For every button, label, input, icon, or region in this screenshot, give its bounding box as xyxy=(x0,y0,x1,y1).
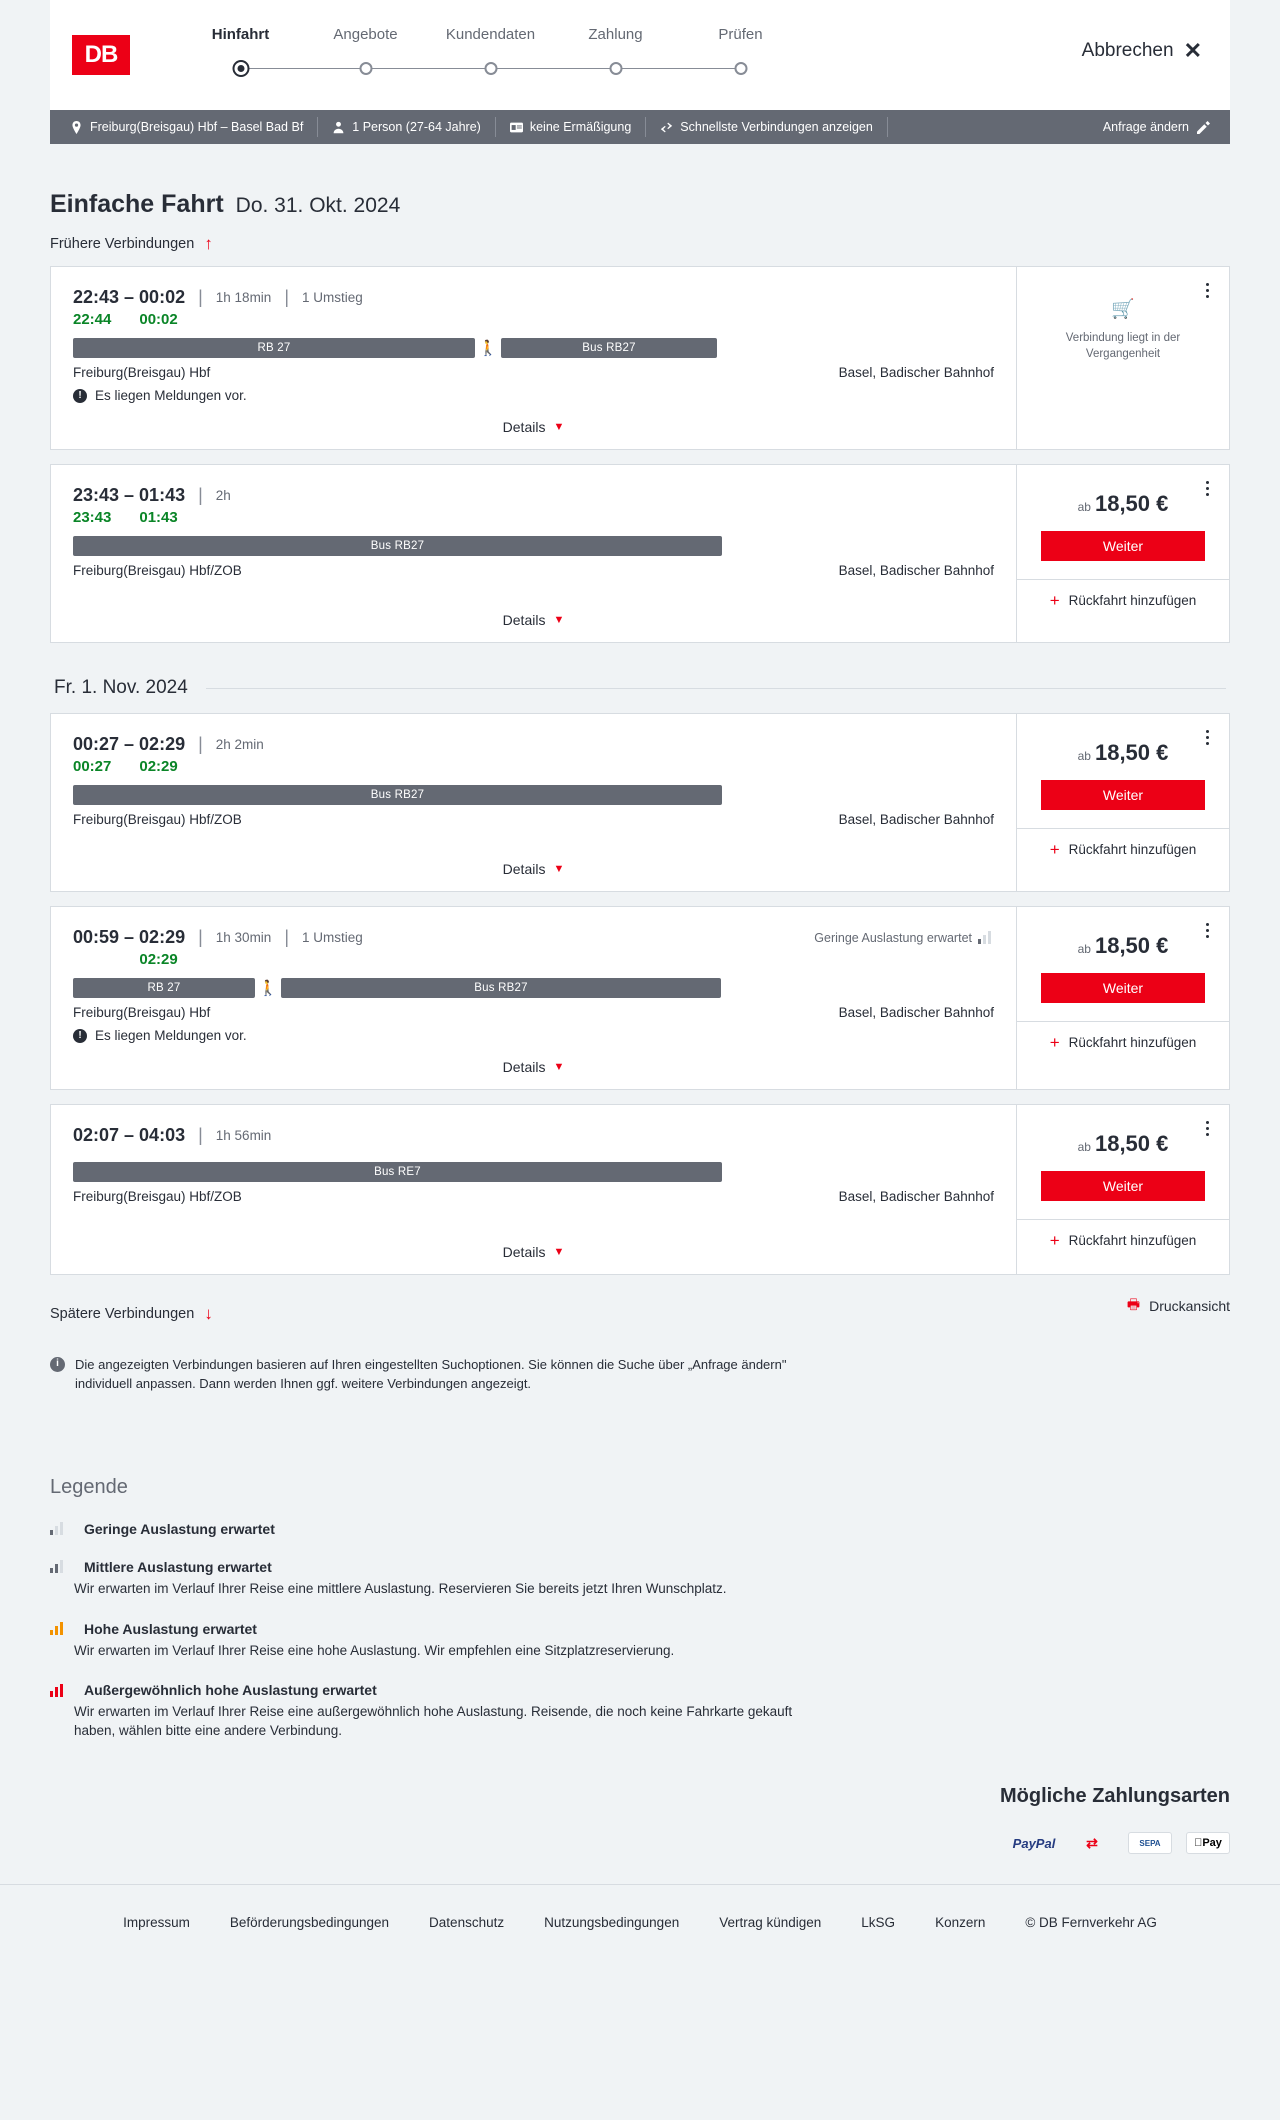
legend-item-high xyxy=(50,1621,1230,1661)
header-wrap xyxy=(0,0,1280,110)
leg-badge[interactable]: Bus RB27 xyxy=(73,536,722,556)
connection-times: 23:43 – 01:43 | 2h xyxy=(73,485,231,505)
origin-station: Freiburg(Breisgau) Hbf xyxy=(73,365,211,380)
location-pin-icon xyxy=(70,121,83,134)
realtime-arrival: 00:02 xyxy=(139,311,178,328)
continue-button[interactable]: Weiter xyxy=(1041,780,1205,810)
occupancy-label: Geringe Auslastung erwartet xyxy=(814,930,972,945)
connection-card[interactable] xyxy=(50,1104,1230,1275)
page-title xyxy=(50,144,1230,219)
realtime-times xyxy=(73,311,994,328)
details-label: Details xyxy=(502,1244,546,1260)
chevron-down-icon: ▼ xyxy=(553,421,565,433)
exclamation-icon: ! xyxy=(73,1029,87,1043)
arrow-down-icon: ↓ xyxy=(204,1304,213,1323)
occupancy-bars-icon xyxy=(50,1684,66,1697)
details-toggle[interactable] xyxy=(73,1043,994,1089)
checkout-steps xyxy=(178,26,803,83)
step-kundendaten[interactable] xyxy=(428,26,553,83)
plus-icon: + xyxy=(1049,1033,1060,1052)
duration: 2h 2min xyxy=(215,737,264,752)
footer-copyright: © DB Fernverkehr AG xyxy=(1025,1915,1157,1931)
destination-station: Basel, Badischer Bahnhof xyxy=(838,563,994,578)
leg-badge[interactable]: RB 27 xyxy=(73,338,475,358)
duration: 2h xyxy=(215,488,231,503)
connection-times: 02:07 – 04:03 | 1h 56min xyxy=(73,1125,272,1145)
leg-badge[interactable]: Bus RB27 xyxy=(501,338,717,358)
price-prefix: ab xyxy=(1077,500,1091,514)
continue-button[interactable]: Weiter xyxy=(1041,973,1205,1003)
connection-details xyxy=(51,907,1016,1089)
connection-action-panel xyxy=(1016,714,1229,891)
edit-search-button[interactable] xyxy=(1103,120,1216,134)
leg-badge[interactable]: Bus RE7 xyxy=(73,1162,722,1182)
realtime-departure: 22:44 xyxy=(73,311,112,328)
occupancy-bars-icon xyxy=(50,1560,66,1573)
card-icon xyxy=(510,121,523,134)
journey-legs xyxy=(73,338,994,358)
notice-text: Es liegen Meldungen vor. xyxy=(95,1028,247,1043)
day-divider-label: Fr. 1. Nov. 2024 xyxy=(54,677,188,698)
step-marker xyxy=(553,57,678,83)
price-prefix: ab xyxy=(1077,942,1091,956)
origin-station: Freiburg(Breisgau) Hbf/ZOB xyxy=(73,1189,242,1204)
add-return-label: Rückfahrt hinzufügen xyxy=(1068,842,1197,857)
bottom-actions xyxy=(50,1289,1230,1322)
footer-link-vertrag-kuendigen[interactable]: Vertrag kündigen xyxy=(719,1915,822,1931)
connection-action-panel xyxy=(1016,267,1229,449)
price xyxy=(1035,933,1211,959)
destination-station: Basel, Badischer Bahnhof xyxy=(838,365,994,380)
connection-card[interactable] xyxy=(50,713,1230,892)
connection-action-panel xyxy=(1016,1105,1229,1274)
duration: 1h 56min xyxy=(215,1128,272,1143)
step-zahlung[interactable] xyxy=(553,26,678,83)
more-options-button[interactable] xyxy=(1197,279,1217,301)
realtime-arrival: 01:43 xyxy=(139,509,178,526)
info-note xyxy=(50,1356,840,1394)
step-angebote[interactable] xyxy=(303,26,428,83)
journey-legs xyxy=(73,785,994,805)
pencil-icon xyxy=(1197,121,1210,134)
walk-icon: 🚶 xyxy=(478,340,498,357)
summary-option[interactable] xyxy=(646,117,888,137)
step-marker xyxy=(428,57,553,83)
occupancy-indicator xyxy=(814,931,994,945)
app-header xyxy=(50,0,1230,110)
realtime-arrival: 02:29 xyxy=(139,951,178,968)
legend-desc: Wir erwarten im Verlauf Ihrer Reise eine hohe Auslastung. Wir empfehlen eine Sitzplatzreservierung. xyxy=(74,1642,675,1658)
connection-times: 00:59 – 02:29 | 1h 30min | 1 Umstieg Geringe Auslastung erwartet xyxy=(73,927,994,948)
details-toggle[interactable] xyxy=(73,578,994,642)
day-divider xyxy=(50,677,1230,699)
occupancy-bars-icon xyxy=(50,1622,66,1635)
earlier-connections-button[interactable] xyxy=(50,235,1230,252)
occupancy-bars-icon xyxy=(50,1522,66,1535)
time-range: 22:43 – 00:02 xyxy=(73,287,186,307)
db-logo[interactable]: DB xyxy=(72,35,130,75)
payment-methods xyxy=(50,1832,1230,1854)
step-label: Kundendaten xyxy=(445,26,536,43)
notice-text: Es liegen Meldungen vor. xyxy=(95,388,247,403)
realtime-times xyxy=(73,951,994,968)
main-content xyxy=(0,144,1280,1394)
step-label: Zahlung xyxy=(588,26,643,43)
chevron-down-icon: ▼ xyxy=(553,1246,565,1258)
edit-search-label: Anfrage ändern xyxy=(1102,120,1189,134)
destination-station: Basel, Badischer Bahnhof xyxy=(838,812,994,827)
price-value: 18,50 € xyxy=(1094,1131,1169,1156)
price xyxy=(1035,740,1211,766)
summary-route-label: Freiburg(Breisgau) Hbf – Basel Bad Bf xyxy=(90,120,304,134)
details-label: Details xyxy=(502,419,546,435)
legend-desc: Wir erwarten im Verlauf Ihrer Reise eine außergewöhnlich hohe Auslastung. Reisende, die noch keine Fahrkarte gekauft haben, wählen bitte eine andere Verbindung. xyxy=(74,1704,793,1739)
connection-details xyxy=(51,267,1016,449)
paypal-icon: PayPal xyxy=(1012,1835,1056,1851)
step-marker xyxy=(303,57,428,83)
print-view-button[interactable] xyxy=(1127,1294,1230,1318)
step-marker xyxy=(178,57,303,83)
connection-card[interactable] xyxy=(50,464,1230,643)
search-summary-bar xyxy=(50,110,1230,144)
connection-details xyxy=(51,714,1016,891)
plus-icon: + xyxy=(1049,840,1060,859)
legend-title: Legende xyxy=(50,1475,128,1498)
chevron-down-icon: ▼ xyxy=(553,1061,565,1073)
legend-section xyxy=(0,1436,1280,1742)
details-toggle[interactable] xyxy=(73,827,994,891)
realtime-departure: 00:27 xyxy=(73,758,112,775)
step-label: Hinfahrt xyxy=(211,26,270,43)
changes: 1 Umstieg xyxy=(302,930,363,945)
price xyxy=(1035,1131,1211,1157)
more-options-button[interactable] xyxy=(1197,477,1217,499)
connection-card[interactable] xyxy=(50,906,1230,1090)
origin-station: Freiburg(Breisgau) Hbf xyxy=(73,1005,211,1020)
add-return-button[interactable] xyxy=(1017,1219,1229,1261)
swap-arrows-icon xyxy=(660,121,673,134)
trip-date-label: Do. 31. Okt. 2024 xyxy=(235,194,401,217)
sepa-icon: SEPA xyxy=(1128,1832,1172,1854)
walk-icon: 🚶 xyxy=(258,980,278,997)
payments-title: Mögliche Zahlungsarten xyxy=(999,1785,1230,1808)
summary-discount[interactable] xyxy=(496,117,646,137)
add-return-label: Rückfahrt hinzufügen xyxy=(1068,1035,1197,1050)
more-options-button[interactable] xyxy=(1197,726,1217,748)
legend-label: Mittlere Auslastung erwartet xyxy=(84,1558,272,1575)
info-icon: i xyxy=(50,1357,65,1372)
origin-station: Freiburg(Breisgau) Hbf/ZOB xyxy=(73,812,242,827)
footer-link-lksg[interactable]: LkSG xyxy=(861,1915,896,1931)
realtime-arrival: 02:29 xyxy=(139,758,178,775)
price-prefix: ab xyxy=(1077,1140,1091,1154)
printer-icon: 🖶 xyxy=(1126,1295,1141,1312)
footer xyxy=(0,1884,1280,1960)
changes: 1 Umstieg xyxy=(302,290,363,305)
price xyxy=(1035,491,1211,517)
plus-icon: + xyxy=(1049,1231,1060,1250)
later-label: Spätere Verbindungen xyxy=(50,1305,195,1322)
cart-icon: 🛒 xyxy=(1111,299,1135,320)
divider-line xyxy=(206,688,1226,689)
close-icon[interactable]: ✕ xyxy=(1183,38,1202,63)
realtime-departure: 23:43 xyxy=(73,509,112,526)
summary-passengers-label: 1 Person (27-64 Jahre) xyxy=(352,120,481,134)
stations xyxy=(73,563,994,578)
connection-times: 00:27 – 02:29 | 2h 2min xyxy=(73,734,264,754)
journey-legs xyxy=(73,1162,994,1182)
leg-badge[interactable]: Bus RB27 xyxy=(73,785,722,805)
footer-link-datenschutz[interactable]: Datenschutz xyxy=(429,1915,505,1931)
legend-label: Geringe Auslastung erwartet xyxy=(84,1520,275,1537)
more-options-button[interactable] xyxy=(1197,1117,1217,1139)
add-return-label: Rückfahrt hinzufügen xyxy=(1068,593,1197,608)
more-options-button[interactable] xyxy=(1197,919,1217,941)
trip-type-label: Einfache Fahrt xyxy=(50,190,224,218)
price-value: 18,50 € xyxy=(1094,933,1169,958)
payments-section xyxy=(0,1741,1280,1884)
giropay-icon: ⇄ xyxy=(1086,1834,1098,1851)
chevron-down-icon: ▼ xyxy=(553,863,565,875)
footer-link-impressum[interactable]: Impressum xyxy=(123,1915,190,1931)
destination-station: Basel, Badischer Bahnhof xyxy=(838,1189,994,1204)
step-marker xyxy=(678,57,803,83)
stations xyxy=(73,365,994,380)
summary-option-label: Schnellste Verbindungen anzeigen xyxy=(680,120,873,134)
details-label: Details xyxy=(502,1059,546,1075)
stations xyxy=(73,1005,994,1020)
connection-times: 22:43 – 00:02 | 1h 18min | 1 Umstieg xyxy=(73,287,363,307)
footer-link-konzern[interactable]: Konzern xyxy=(935,1915,986,1931)
time-range: 23:43 – 01:43 xyxy=(73,485,186,505)
details-label: Details xyxy=(502,861,546,877)
duration: 1h 30min xyxy=(215,930,272,945)
applepay-icon: Pay xyxy=(1186,1832,1230,1854)
journey-legs xyxy=(73,536,994,556)
chevron-down-icon: ▼ xyxy=(553,614,565,626)
connection-details xyxy=(51,465,1016,642)
connection-action-panel xyxy=(1016,465,1229,642)
legend-label: Hohe Auslastung erwartet xyxy=(84,1620,257,1637)
later-connections-button[interactable] xyxy=(50,1305,213,1322)
connection-notice[interactable] xyxy=(73,1028,994,1043)
print-label: Druckansicht xyxy=(1149,1297,1230,1314)
legend-item-low xyxy=(50,1521,1230,1537)
price-prefix: ab xyxy=(1077,749,1091,763)
destination-station: Basel, Badischer Bahnhof xyxy=(838,1005,994,1020)
legend-desc: Wir erwarten im Verlauf Ihrer Reise eine mittlere Auslastung. Reservieren Sie bereits jetzt Ihren Wunschplatz. xyxy=(74,1580,727,1596)
summary-passengers[interactable] xyxy=(318,117,496,137)
occupancy-bars-icon xyxy=(978,931,994,944)
price-value: 18,50 € xyxy=(1094,740,1169,765)
legend-item-veryhigh xyxy=(50,1682,1230,1741)
details-toggle[interactable] xyxy=(73,403,994,449)
time-range: 02:07 – 04:03 xyxy=(73,1125,186,1145)
connection-action-panel xyxy=(1016,907,1229,1089)
summary-route[interactable] xyxy=(64,117,318,137)
arrow-up-icon: ↑ xyxy=(204,234,213,253)
past-connection-label: Verbindung liegt in der Vergangenheit xyxy=(1065,332,1181,360)
continue-button[interactable]: Weiter xyxy=(1041,531,1205,561)
cancel-label: Abbrechen xyxy=(1081,40,1174,61)
details-label: Details xyxy=(502,612,546,628)
connection-notice[interactable] xyxy=(73,388,994,403)
person-icon xyxy=(332,121,345,134)
leg-badge[interactable]: RB 27 xyxy=(73,978,255,998)
price-value: 18,50 € xyxy=(1094,491,1169,516)
duration: 1h 18min xyxy=(215,290,272,305)
leg-badge[interactable]: Bus RB27 xyxy=(281,978,721,998)
exclamation-icon: ! xyxy=(73,389,87,403)
step-label: Prüfen xyxy=(718,26,763,43)
step-label: Angebote xyxy=(333,26,398,43)
connection-details xyxy=(51,1105,1016,1274)
details-toggle[interactable] xyxy=(73,1204,994,1274)
add-return-button[interactable] xyxy=(1017,828,1229,870)
legend-label: Außergewöhnlich hohe Auslastung erwartet xyxy=(84,1682,377,1699)
stations xyxy=(73,1189,994,1204)
realtime-times xyxy=(73,509,994,526)
realtime-times xyxy=(73,758,994,775)
summary-discount-label: keine Ermäßigung xyxy=(529,120,632,134)
continue-button[interactable]: Weiter xyxy=(1041,1171,1205,1201)
info-note-text: Die angezeigten Verbindungen basieren auf Ihren eingestellten Suchoptionen. Sie können die Suche über „Anfrage ändern" individuell anpassen. Dann werden Ihnen ggf. weitere Verbindungen angezeigt. xyxy=(75,1357,787,1391)
cancel-button[interactable] xyxy=(1082,38,1202,64)
stations xyxy=(73,812,994,827)
step-pruefen[interactable] xyxy=(678,26,803,83)
plus-icon: + xyxy=(1049,591,1060,610)
footer-link-nutzungsbedingungen[interactable]: Nutzungsbedingungen xyxy=(544,1915,680,1931)
connection-card[interactable] xyxy=(50,266,1230,450)
journey-legs xyxy=(73,978,994,998)
earlier-label: Frühere Verbindungen xyxy=(50,235,195,252)
step-hinfahrt[interactable] xyxy=(178,26,303,83)
add-return-button[interactable] xyxy=(1017,1021,1229,1063)
legend-item-medium xyxy=(50,1559,1230,1599)
footer-link-befoerderungsbedingungen[interactable]: Beförderungsbedingungen xyxy=(229,1915,390,1931)
origin-station: Freiburg(Breisgau) Hbf/ZOB xyxy=(73,563,242,578)
add-return-button[interactable] xyxy=(1017,579,1229,621)
time-range: 00:59 – 02:29 xyxy=(73,927,186,947)
add-return-label: Rückfahrt hinzufügen xyxy=(1068,1233,1197,1248)
time-range: 00:27 – 02:29 xyxy=(73,734,186,754)
